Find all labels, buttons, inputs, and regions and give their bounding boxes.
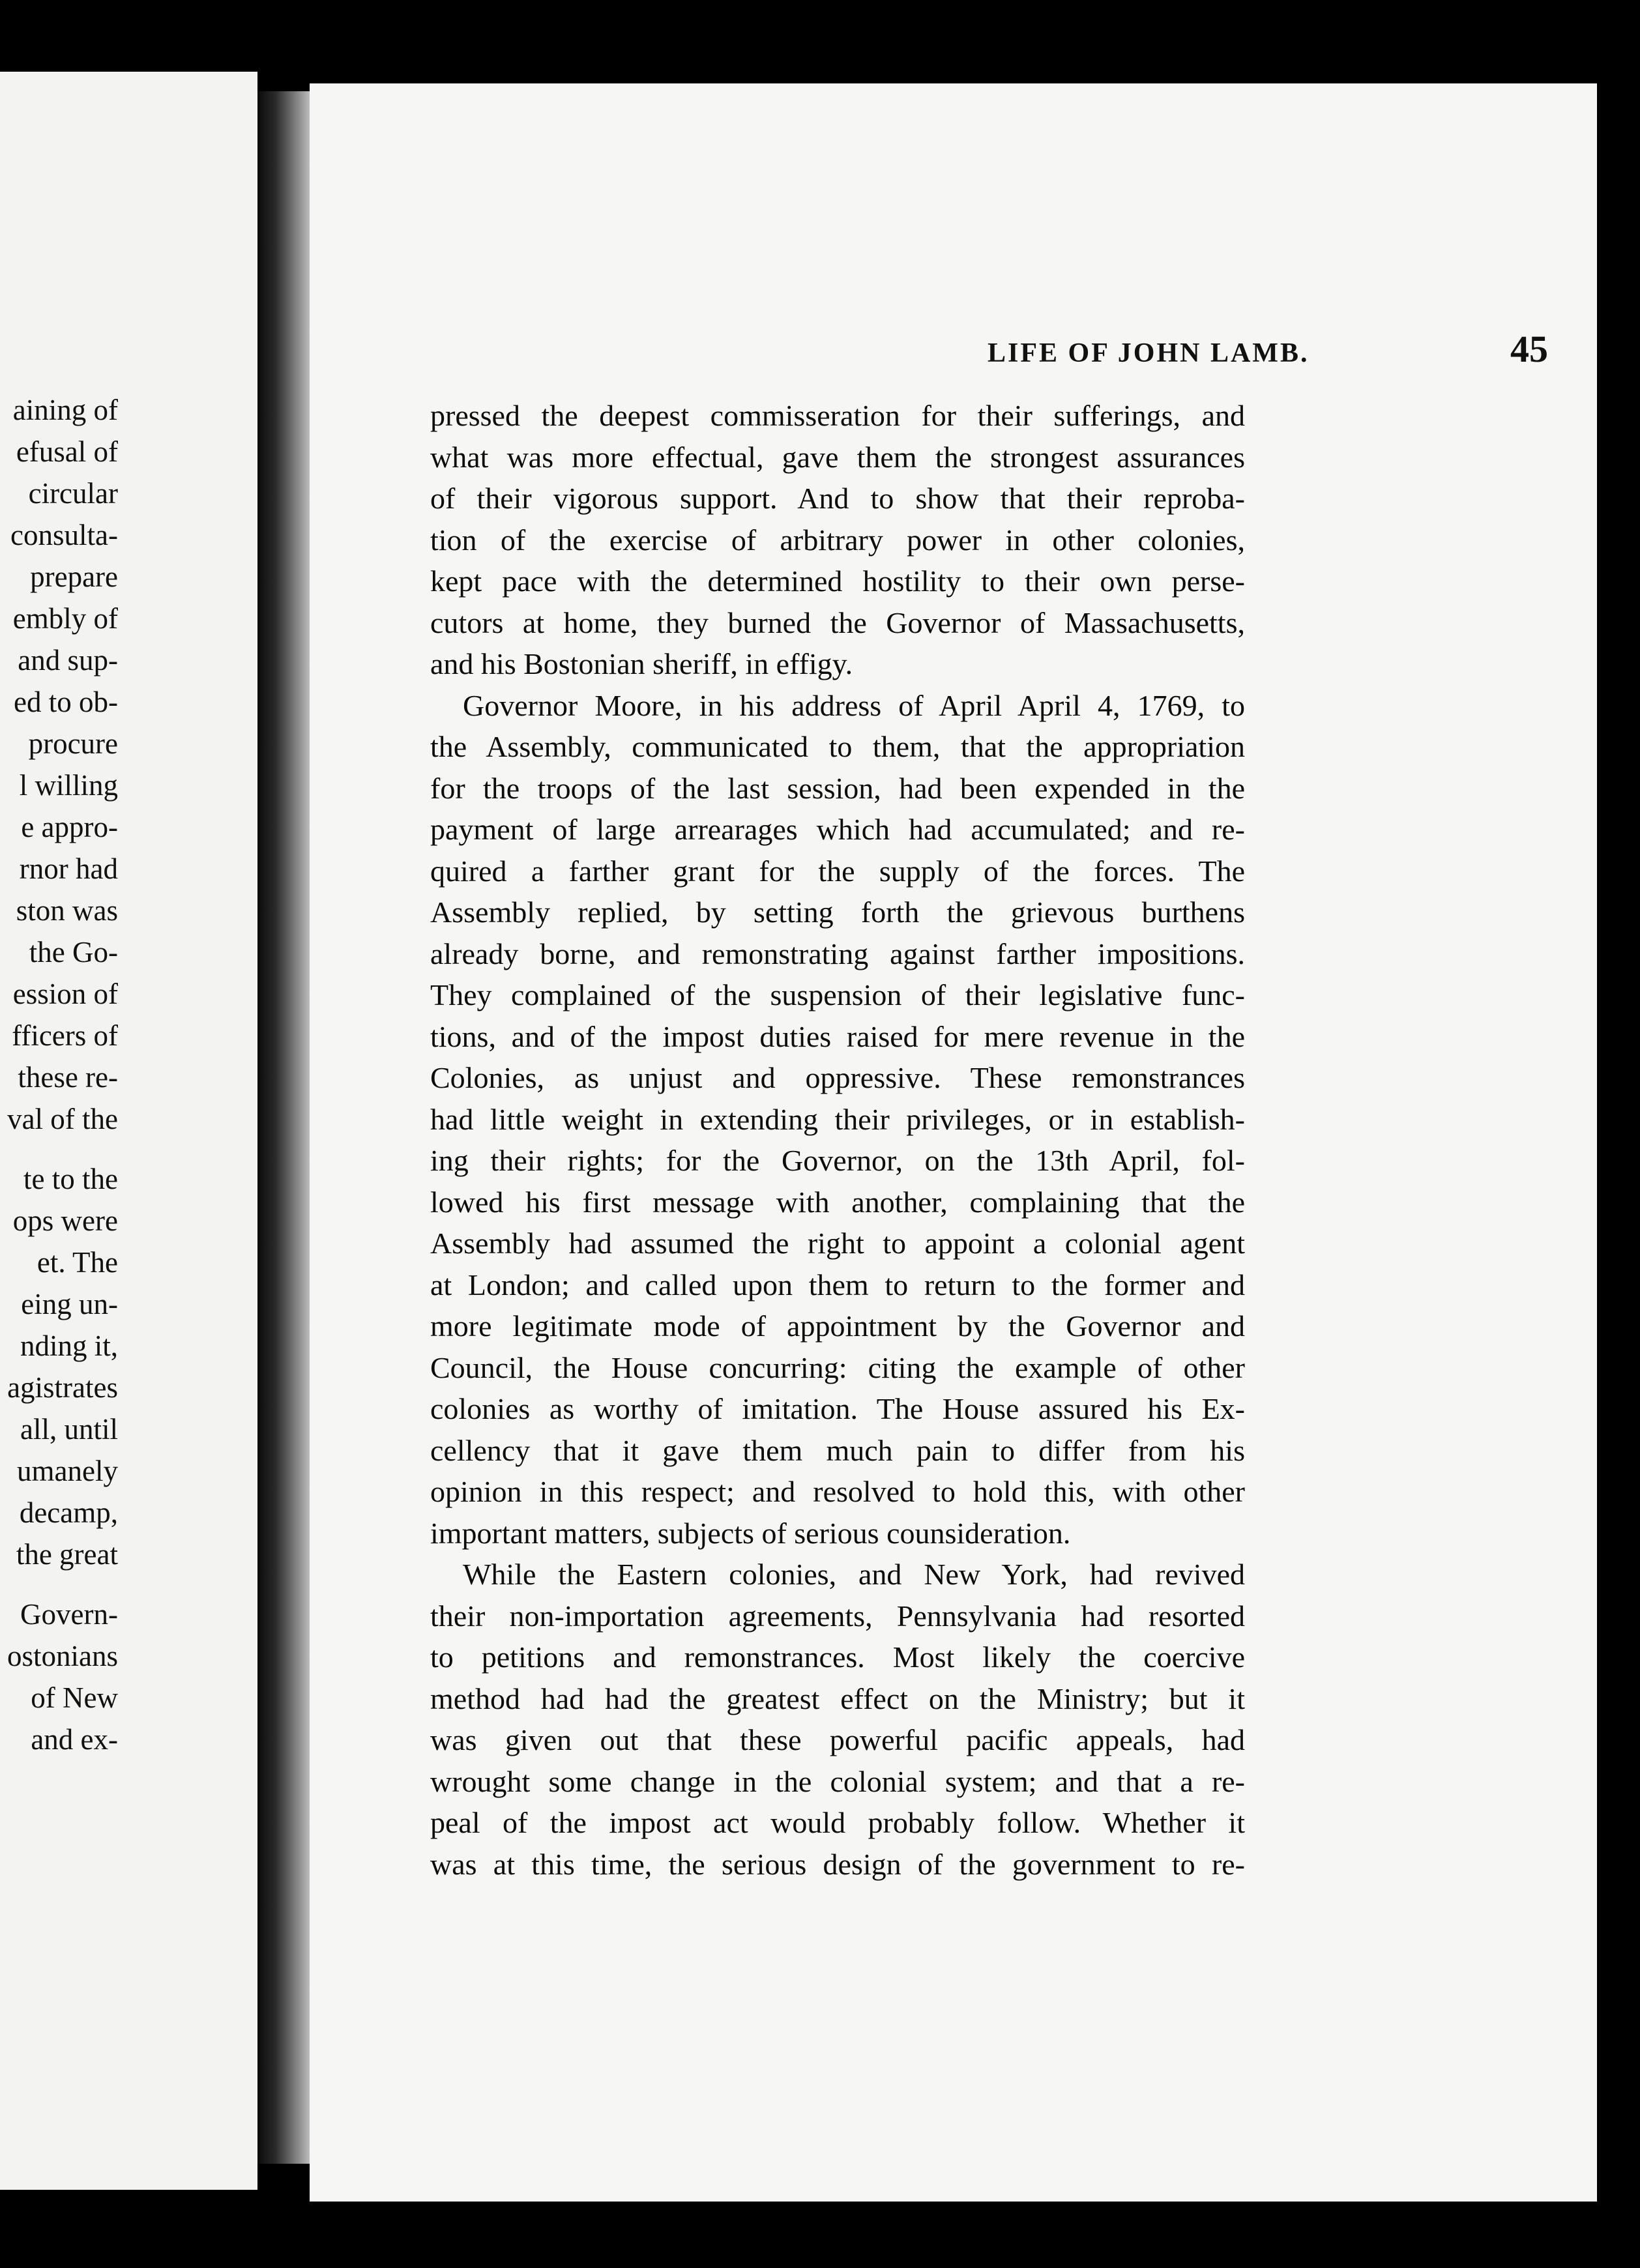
text-line: cellency that it gave them much pain to differ from his (430, 1433, 1245, 1467)
text-line: of their vigorous support. And to show that their reproba- (430, 482, 1245, 515)
left-line: eing un- (21, 1288, 118, 1320)
left-line: these re- (18, 1061, 118, 1094)
text-line: was at this time, the serious design of the government to re- (430, 1847, 1245, 1881)
left-line: embly of (12, 602, 118, 635)
left-line: and sup- (18, 644, 118, 676)
book-page (310, 83, 1597, 2202)
left-line: prepare (30, 560, 118, 593)
text-line: They complained of the suspension of their legislative func- (430, 978, 1245, 1011)
left-line: consulta- (10, 519, 118, 551)
body-text (430, 395, 1245, 1885)
text-line: and his Bostonian sheriff, in effigy. (430, 647, 853, 680)
text-line: cutors at home, they burned the Governor of Massachusetts, (430, 605, 1245, 639)
text-line: the Assembly, communicated to them, that the appropriation (430, 730, 1245, 763)
text-line: their non-importation agreements, Pennsylvania had resorted (430, 1599, 1245, 1633)
text-line: method had had the greatest effect on the Ministry; but it (430, 1681, 1245, 1715)
text-line: what was more effectual, gave them the strongest assurances (430, 440, 1245, 474)
left-line: et. The (37, 1246, 118, 1279)
text-line: payment of large arrearages which had accumulated; and re- (430, 813, 1245, 846)
left-line-gap (0, 1575, 118, 1593)
text-line: Council, the House concurring: citing the example of other (430, 1350, 1245, 1384)
text-line: Colonies, as unjust and oppressive. These remonstrances (430, 1061, 1245, 1094)
text-line: ing their rights; for the Governor, on the 13th April, fol- (430, 1144, 1245, 1177)
left-line: Govern- (20, 1598, 118, 1631)
text-line: at London; and called upon them to return to the former and (430, 1268, 1245, 1301)
left-line: rnor had (19, 852, 118, 885)
left-line: ession of (12, 978, 118, 1010)
previous-page-text (0, 389, 118, 1760)
text-line: Governor Moore, in his address of April April 4, 1769, to (463, 688, 1245, 722)
page-number: 45 (1510, 328, 1548, 370)
text-line: peal of the impost act would probably follow. Whether it (430, 1806, 1245, 1839)
left-line: of New (31, 1681, 118, 1714)
text-line: tions, and of the impost duties raised for mere revenue in the (430, 1019, 1245, 1053)
left-line: the Go- (29, 936, 118, 968)
left-line: circular (28, 477, 118, 510)
left-line: procure (28, 727, 118, 760)
text-line: for the troops of the last session, had been expended in the (430, 771, 1245, 805)
text-line: already borne, and remonstrating against farther impositions. (430, 937, 1245, 970)
left-line: and ex- (31, 1723, 118, 1756)
text-line: tion of the exercise of arbitrary power in other colonies, (430, 523, 1245, 557)
left-line: aining of (12, 394, 118, 426)
left-line-gap (0, 1140, 118, 1158)
left-line: fficers of (12, 1019, 118, 1052)
text-line: lowed his first message with another, complaining that the (430, 1185, 1245, 1219)
text-line: was given out that these powerful pacific appeals, had (430, 1723, 1245, 1756)
left-line: all, until (20, 1413, 118, 1446)
text-line: colonies as worthy of imitation. The House assured his Ex- (430, 1392, 1245, 1425)
previous-page (0, 72, 257, 2190)
text-line: kept pace with the determined hostility to their own perse- (430, 564, 1245, 598)
running-head (675, 325, 1548, 383)
left-line: decamp, (19, 1496, 118, 1529)
left-line: ed to ob- (14, 686, 118, 718)
left-line: nding it, (20, 1330, 118, 1362)
text-line: opinion in this respect; and resolved to hold this, with other (430, 1475, 1245, 1508)
left-line: umanely (17, 1455, 118, 1487)
left-line: l willing (19, 769, 118, 802)
text-line: to petitions and remonstrances. Most likely the coercive (430, 1640, 1245, 1674)
text-line: quired a farther grant for the supply of the forces. The (430, 854, 1245, 888)
left-line: val of the (7, 1103, 118, 1135)
text-line: While the Eastern colonies, and New York, had revived (463, 1558, 1245, 1591)
left-line: te to the (23, 1163, 118, 1195)
left-line: ops were (12, 1204, 118, 1237)
text-line: Assembly had assumed the right to appoint a colonial agent (430, 1227, 1245, 1260)
text-line: pressed the deepest commisseration for their sufferings, and (430, 399, 1245, 432)
running-title: LIFE OF JOHN LAMB. (988, 338, 1310, 368)
left-line: e appro- (21, 811, 118, 843)
left-line: ston was (16, 894, 118, 927)
left-line: agistrates (7, 1371, 118, 1404)
text-line: more legitimate mode of appointment by the Governor and (430, 1309, 1245, 1343)
text-line: had little weight in extending their privileges, or in establish- (430, 1102, 1245, 1136)
left-line: efusal of (16, 435, 118, 468)
book-spine-gutter (257, 91, 310, 2164)
left-line: ostonians (7, 1640, 118, 1672)
text-line: important matters, subjects of serious counsideration. (430, 1516, 1071, 1550)
left-line: the great (16, 1538, 118, 1571)
text-line: Assembly replied, by setting forth the grievous burthens (430, 895, 1245, 929)
text-line: wrought some change in the colonial system; and that a re- (430, 1764, 1245, 1798)
